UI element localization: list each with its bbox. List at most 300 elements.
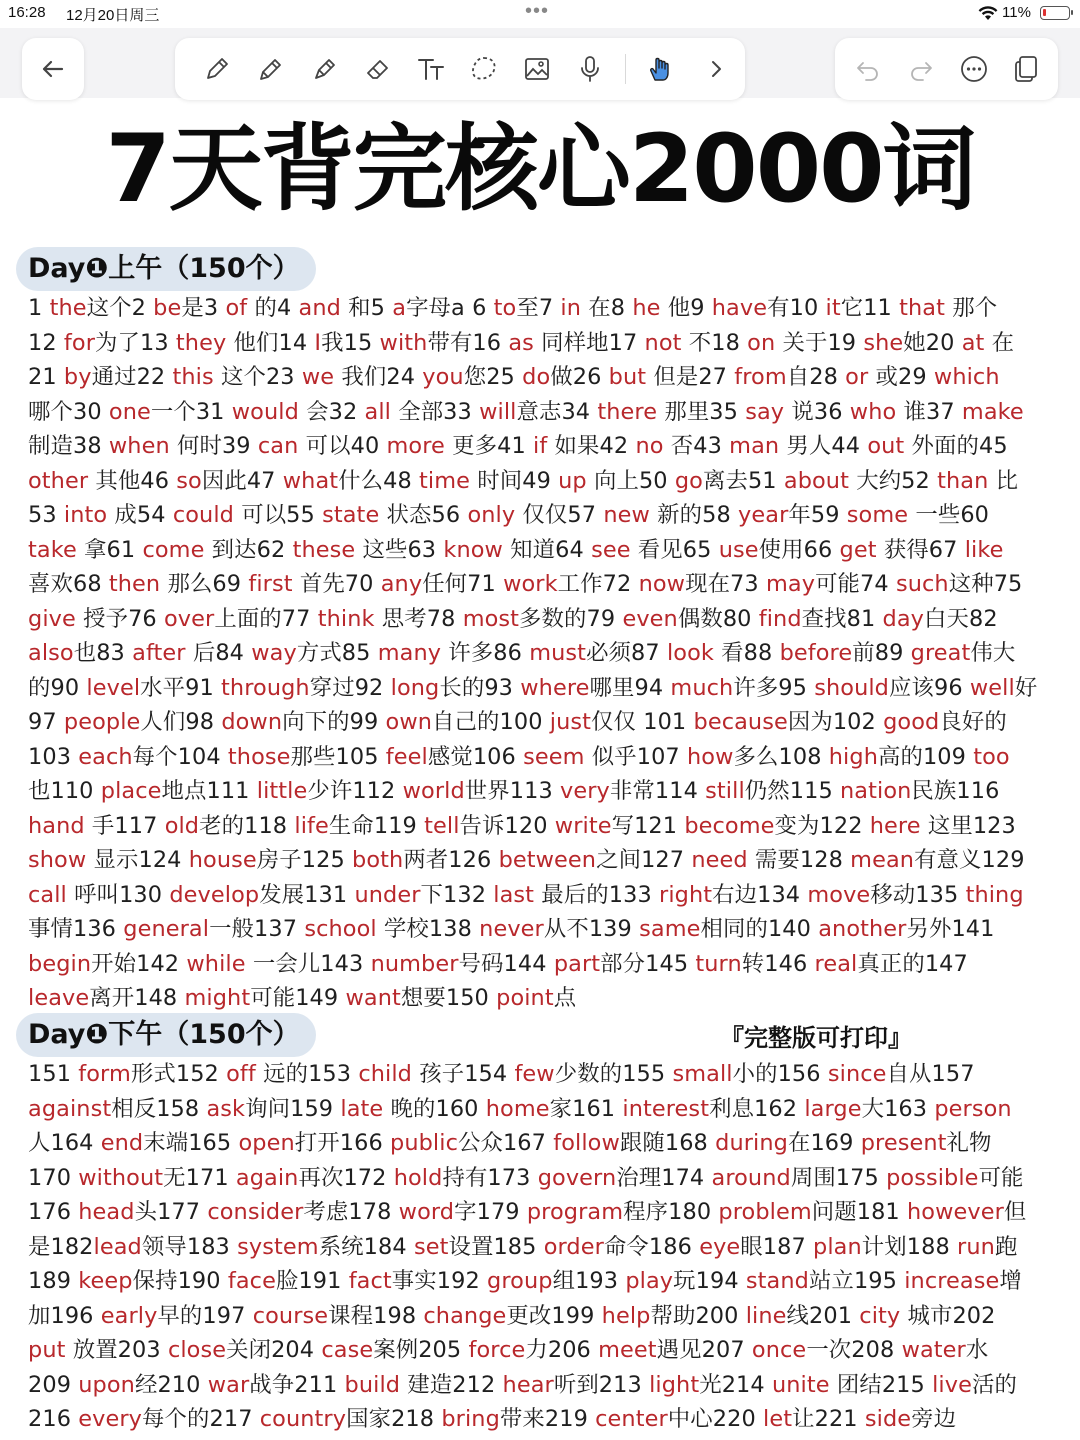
image-icon[interactable] bbox=[518, 50, 556, 88]
number-and-translation: 呼叫130 bbox=[66, 881, 170, 908]
number-and-translation: 利息162 bbox=[709, 1095, 805, 1122]
number-and-translation: 许多86 bbox=[441, 640, 530, 666]
number-and-translation: 好 bbox=[1014, 674, 1038, 701]
number-and-translation: 右边134 bbox=[712, 881, 808, 908]
word-line bbox=[28, 1161, 1064, 1196]
microphone-icon[interactable] bbox=[571, 50, 609, 88]
number-and-translation: 仍然115 bbox=[744, 778, 841, 804]
number-and-translation: 那里35 bbox=[657, 398, 746, 425]
english-word: point bbox=[496, 985, 554, 1011]
number-and-translation: 会32 bbox=[298, 398, 365, 425]
number-and-translation: 获得67 bbox=[876, 536, 965, 563]
number-and-translation: 晚的160 bbox=[383, 1095, 486, 1122]
english-word: interest bbox=[622, 1095, 710, 1122]
number-and-translation: 字179 bbox=[454, 1199, 527, 1225]
number-and-translation: 为了13 bbox=[95, 329, 176, 356]
number-and-translation: 哪里94 bbox=[589, 674, 671, 701]
number-and-translation: 上面的77 bbox=[214, 605, 318, 632]
number-and-translation: 的4 bbox=[247, 295, 299, 321]
number-and-translation: 相同的140 bbox=[700, 916, 819, 942]
number-and-translation: 活的 bbox=[971, 1371, 1017, 1398]
number-and-translation: 通过22 bbox=[91, 364, 173, 390]
number-and-translation: 可能149 bbox=[250, 985, 346, 1011]
english-word: of bbox=[225, 295, 248, 321]
number-and-translation: 之间127 bbox=[596, 847, 692, 873]
number-and-translation: 真正的147 bbox=[857, 950, 968, 977]
english-word: real bbox=[814, 950, 858, 977]
english-word: feel bbox=[385, 743, 428, 770]
number-and-translation: 远的153 bbox=[255, 1061, 359, 1087]
english-word: down bbox=[221, 709, 283, 735]
number-and-translation: 开始142 bbox=[91, 950, 187, 977]
number-and-translation: 有意义129 bbox=[914, 847, 1025, 873]
english-word: close bbox=[167, 1337, 227, 1363]
number-and-translation: 计划188 bbox=[861, 1233, 958, 1260]
english-word: bring bbox=[441, 1406, 500, 1432]
english-word: good bbox=[883, 709, 940, 735]
english-word: people bbox=[63, 709, 141, 735]
number-and-translation: 这个23 bbox=[213, 364, 302, 390]
english-word: problem bbox=[718, 1199, 812, 1225]
number-and-translation: 家161 bbox=[549, 1095, 623, 1122]
english-word: force bbox=[468, 1337, 526, 1363]
english-word: between bbox=[498, 847, 597, 873]
english-word: run bbox=[957, 1233, 995, 1260]
word-line bbox=[28, 1333, 1064, 1368]
number-and-translation: 再次172 bbox=[298, 1164, 394, 1191]
english-word: these bbox=[292, 536, 356, 563]
number-and-translation: 加196 bbox=[28, 1302, 101, 1329]
number-and-translation: 那个 bbox=[945, 295, 998, 321]
number-and-translation: 是3 bbox=[181, 295, 226, 321]
english-word: same bbox=[639, 916, 701, 942]
number-and-translation: 189 bbox=[28, 1268, 79, 1294]
number-and-translation: 两者126 bbox=[403, 847, 499, 873]
english-word: she bbox=[863, 329, 904, 356]
number-and-translation: 仅仅57 bbox=[515, 502, 604, 528]
english-word: give bbox=[28, 605, 76, 632]
english-word: they bbox=[175, 329, 227, 356]
english-word: country bbox=[259, 1406, 347, 1432]
english-word: it bbox=[825, 295, 841, 321]
number-and-translation: 一个31 bbox=[150, 398, 232, 425]
english-word: increase bbox=[904, 1268, 1000, 1294]
english-word: ask bbox=[206, 1095, 246, 1122]
english-word: large bbox=[804, 1095, 862, 1122]
english-word: tell bbox=[424, 812, 460, 839]
english-word: number bbox=[370, 950, 459, 977]
number-and-translation: 任何71 bbox=[422, 571, 504, 597]
back-arrow-icon[interactable] bbox=[34, 50, 72, 88]
number-and-translation: 移动135 bbox=[870, 881, 966, 908]
english-word: keep bbox=[78, 1268, 133, 1294]
english-word: he bbox=[632, 295, 661, 321]
english-word: this bbox=[172, 364, 214, 390]
number-and-translation: 听到213 bbox=[553, 1371, 650, 1398]
word-line bbox=[28, 1126, 1064, 1161]
number-and-translation: 应该96 bbox=[889, 674, 970, 701]
english-word: line bbox=[745, 1302, 787, 1329]
number-and-translation: 站立195 bbox=[808, 1268, 905, 1294]
number-and-translation: 脸191 bbox=[275, 1268, 349, 1294]
number-and-translation: 发展131 bbox=[259, 881, 355, 908]
english-word: however bbox=[907, 1199, 1004, 1225]
word-line bbox=[28, 705, 1064, 740]
english-word: and bbox=[298, 295, 341, 321]
english-word: every bbox=[78, 1406, 143, 1432]
number-and-translation: 案例205 bbox=[373, 1337, 469, 1363]
number-and-translation: 也110 bbox=[28, 778, 101, 804]
number-and-translation: 176 bbox=[28, 1199, 79, 1225]
multitasking-dots-icon[interactable]: ••• bbox=[525, 0, 550, 22]
english-word: on bbox=[747, 329, 776, 356]
english-word: high bbox=[828, 743, 878, 770]
english-word: look bbox=[666, 640, 714, 666]
word-line bbox=[28, 395, 1064, 430]
number-and-translation: 否43 bbox=[663, 433, 730, 459]
english-word: all bbox=[364, 398, 391, 425]
english-word: want bbox=[345, 985, 401, 1011]
number-and-translation: 偶数80 bbox=[677, 605, 759, 632]
number-and-translation: 她20 bbox=[903, 329, 962, 356]
word-list-day1-morning bbox=[28, 291, 1064, 1016]
number-and-translation: 带来219 bbox=[499, 1406, 596, 1432]
english-word: write bbox=[554, 812, 612, 839]
number-and-translation: 建造212 bbox=[400, 1371, 503, 1398]
english-word: fact bbox=[348, 1268, 392, 1294]
english-word: we bbox=[301, 364, 335, 390]
number-and-translation: 可能 bbox=[978, 1164, 1024, 1191]
english-word: see bbox=[591, 536, 631, 563]
word-line bbox=[28, 740, 1064, 775]
lasso-icon[interactable] bbox=[465, 50, 503, 88]
english-word: well bbox=[969, 674, 1015, 701]
english-word: again bbox=[235, 1164, 299, 1191]
number-and-translation: 一次208 bbox=[806, 1337, 902, 1363]
number-and-translation: 现在73 bbox=[685, 571, 766, 597]
english-word: like bbox=[964, 536, 1004, 563]
redo-icon[interactable] bbox=[902, 50, 940, 88]
battery-icon bbox=[1040, 6, 1070, 20]
english-word: around bbox=[711, 1164, 791, 1191]
number-and-translation: 男人44 bbox=[779, 433, 868, 459]
english-word: not bbox=[644, 329, 682, 356]
number-and-translation: 问题181 bbox=[811, 1199, 907, 1225]
number-and-translation: 一会儿143 bbox=[245, 950, 371, 977]
english-word: part bbox=[553, 950, 601, 977]
number-and-translation: 国家218 bbox=[346, 1406, 442, 1432]
english-word: program bbox=[526, 1199, 624, 1225]
number-and-translation: 哪个30 bbox=[28, 398, 109, 425]
english-word: will bbox=[479, 398, 517, 425]
number-and-translation: 生命119 bbox=[328, 812, 425, 839]
word-line bbox=[28, 360, 1064, 395]
english-word: say bbox=[745, 398, 785, 425]
number-and-translation: 向上50 bbox=[586, 467, 675, 494]
number-and-translation: 年59 bbox=[788, 502, 847, 528]
word-line bbox=[28, 567, 1064, 602]
english-word: year bbox=[738, 502, 789, 528]
pen-icon[interactable] bbox=[198, 50, 236, 88]
number-and-translation: 带有16 bbox=[427, 329, 509, 356]
number-and-translation: 有10 bbox=[767, 295, 826, 321]
english-word: case bbox=[321, 1337, 374, 1363]
number-and-translation: 170 bbox=[28, 1164, 79, 1191]
number-and-translation: 他9 bbox=[660, 295, 712, 321]
eraser-icon[interactable] bbox=[359, 50, 397, 88]
number-and-translation: 状态56 bbox=[379, 502, 468, 528]
english-word: out bbox=[867, 433, 905, 459]
english-word: public bbox=[390, 1130, 458, 1156]
english-word: set bbox=[413, 1233, 449, 1260]
english-word: light bbox=[649, 1371, 700, 1398]
english-word: govern bbox=[537, 1164, 617, 1191]
number-and-translation: 更多41 bbox=[444, 433, 534, 459]
english-word: such bbox=[895, 571, 949, 597]
number-and-translation: 21 bbox=[28, 364, 64, 390]
english-word: any bbox=[380, 571, 423, 597]
number-and-translation: 从不139 bbox=[543, 916, 640, 942]
number-and-translation: 多么108 bbox=[733, 743, 829, 770]
number-and-translation: 在 bbox=[984, 329, 1015, 356]
number-and-translation: 学校138 bbox=[376, 916, 480, 942]
number-and-translation: 查找81 bbox=[801, 605, 883, 632]
english-word: too bbox=[973, 743, 1010, 770]
number-and-translation: 相反158 bbox=[111, 1095, 207, 1122]
english-word: center bbox=[595, 1406, 668, 1432]
english-word: should bbox=[814, 674, 889, 701]
number-and-translation: 或29 bbox=[868, 364, 934, 390]
english-word: time bbox=[419, 467, 471, 494]
english-word: only bbox=[467, 502, 516, 528]
english-word: water bbox=[901, 1337, 966, 1363]
number-and-translation: 早的197 bbox=[157, 1302, 253, 1329]
english-word: the bbox=[49, 295, 87, 321]
chevron-right-icon[interactable] bbox=[697, 50, 735, 88]
english-word: other bbox=[28, 467, 89, 494]
english-word: call bbox=[28, 881, 67, 908]
number-and-translation: 白天82 bbox=[924, 605, 998, 632]
english-word: leave bbox=[28, 985, 90, 1011]
english-word: form bbox=[78, 1061, 131, 1087]
english-word: by bbox=[63, 364, 92, 390]
english-word: lead bbox=[93, 1233, 142, 1260]
number-and-translation: 持有173 bbox=[442, 1164, 538, 1191]
english-word: take bbox=[28, 536, 77, 563]
number-and-translation: 这些63 bbox=[355, 536, 444, 563]
english-word: word bbox=[398, 1199, 455, 1225]
more-icon[interactable] bbox=[955, 50, 993, 88]
number-and-translation: 它11 bbox=[840, 295, 900, 321]
english-word: because bbox=[693, 709, 788, 735]
number-and-translation: 不18 bbox=[681, 329, 748, 356]
english-word: meet bbox=[598, 1337, 657, 1363]
number-and-translation: 最后的133 bbox=[534, 881, 660, 908]
number-and-translation: 外面的45 bbox=[904, 433, 1008, 459]
number-and-translation: 部分145 bbox=[600, 950, 696, 977]
number-and-translation: 战争211 bbox=[249, 1371, 345, 1398]
undo-icon[interactable] bbox=[849, 50, 887, 88]
number-and-translation: 209 bbox=[28, 1371, 79, 1398]
english-word: another bbox=[818, 916, 907, 942]
number-and-translation: 命令186 bbox=[603, 1233, 700, 1260]
english-word: even bbox=[622, 605, 678, 632]
number-and-translation: 光214 bbox=[699, 1371, 772, 1398]
number-and-translation: 号码144 bbox=[458, 950, 554, 977]
english-word: school bbox=[304, 916, 377, 942]
pages-icon[interactable] bbox=[1007, 50, 1045, 88]
number-and-translation: 其他46 bbox=[88, 467, 177, 494]
number-and-translation: 城市202 bbox=[900, 1302, 996, 1329]
english-word: make bbox=[961, 398, 1024, 425]
number-and-translation: 考虑178 bbox=[303, 1199, 399, 1225]
english-word: much bbox=[670, 674, 734, 701]
english-word: early bbox=[100, 1302, 158, 1329]
word-line bbox=[28, 498, 1064, 533]
number-and-translation: 这种75 bbox=[948, 571, 1023, 597]
number-and-translation: 他们14 bbox=[226, 329, 315, 356]
number-and-translation: 离去51 bbox=[702, 467, 784, 494]
wifi-icon bbox=[978, 5, 998, 21]
english-word: side bbox=[864, 1406, 912, 1432]
number-and-translation: 53 bbox=[28, 502, 64, 528]
english-word: own bbox=[385, 709, 433, 735]
english-word: level bbox=[86, 674, 141, 701]
back-group bbox=[22, 38, 84, 100]
english-word: eye bbox=[699, 1233, 741, 1260]
number-and-translation: 说36 bbox=[784, 398, 850, 425]
english-word: mean bbox=[850, 847, 915, 873]
word-line bbox=[28, 878, 1064, 913]
english-word: after bbox=[132, 640, 186, 666]
highlighter-icon[interactable] bbox=[306, 50, 344, 88]
text-tool-icon[interactable] bbox=[412, 50, 450, 88]
number-and-translation: 想要150 bbox=[400, 985, 497, 1011]
number-and-translation: 老的118 bbox=[199, 812, 295, 839]
number-and-translation: 周围175 bbox=[790, 1164, 887, 1191]
english-word: how bbox=[687, 743, 734, 770]
number-and-translation: 做26 bbox=[550, 364, 609, 390]
number-and-translation: 末端165 bbox=[143, 1130, 239, 1156]
english-word: as bbox=[508, 329, 534, 356]
english-word: hand bbox=[28, 812, 85, 839]
number-and-translation: 制造38 bbox=[28, 433, 109, 459]
english-word: house bbox=[188, 847, 257, 873]
number-and-translation: 非常114 bbox=[609, 778, 706, 804]
number-and-translation: 课程198 bbox=[328, 1302, 424, 1329]
number-and-translation: 的90 bbox=[28, 674, 87, 701]
english-word: unite bbox=[771, 1371, 830, 1398]
number-and-translation: 跟随168 bbox=[619, 1130, 716, 1156]
word-line bbox=[28, 1368, 1064, 1403]
number-and-translation: 到达62 bbox=[204, 536, 293, 563]
english-word: order bbox=[543, 1233, 604, 1260]
english-word: that bbox=[899, 295, 945, 321]
english-word: small bbox=[672, 1061, 733, 1087]
number-and-translation: 房子125 bbox=[256, 847, 353, 873]
number-and-translation: 头177 bbox=[134, 1199, 208, 1225]
english-word: which bbox=[933, 364, 1000, 390]
english-word: new bbox=[603, 502, 650, 528]
english-word: be bbox=[153, 295, 182, 321]
english-word: more bbox=[386, 433, 445, 459]
battery-percent: 11% bbox=[1002, 4, 1031, 21]
number-and-translation: 让221 bbox=[792, 1406, 865, 1432]
number-and-translation: 每个104 bbox=[132, 743, 228, 770]
number-and-translation: 程序180 bbox=[623, 1199, 719, 1225]
english-word: nation bbox=[840, 778, 912, 804]
english-word: hold bbox=[393, 1164, 443, 1191]
english-word: begin bbox=[28, 950, 92, 977]
number-and-translation: 至7 bbox=[516, 295, 561, 321]
english-word: when bbox=[108, 433, 170, 459]
english-word: group bbox=[487, 1268, 553, 1294]
toolbar-separator bbox=[625, 54, 626, 84]
number-and-translation: 地点111 bbox=[161, 778, 257, 804]
number-and-translation: 下132 bbox=[420, 881, 494, 908]
english-word: most bbox=[462, 605, 520, 632]
pencil-icon[interactable] bbox=[252, 50, 290, 88]
english-word: place bbox=[100, 778, 162, 804]
english-word: then bbox=[108, 571, 161, 597]
english-word: in bbox=[560, 295, 582, 321]
number-and-translation: 可以40 bbox=[298, 433, 387, 459]
english-word: some bbox=[846, 502, 909, 528]
number-and-translation: 您25 bbox=[463, 364, 523, 390]
number-and-translation: 在169 bbox=[787, 1130, 861, 1156]
number-and-translation: 仅仅 101 bbox=[591, 709, 694, 735]
english-word: what bbox=[282, 467, 339, 494]
english-word: need bbox=[691, 847, 748, 873]
english-word: many bbox=[377, 640, 442, 666]
number-and-translation: 事实192 bbox=[391, 1268, 488, 1294]
number-and-translation: 1 bbox=[28, 295, 50, 321]
number-and-translation: 组193 bbox=[552, 1268, 626, 1294]
english-word: those bbox=[227, 743, 291, 770]
number-and-translation: 玩194 bbox=[673, 1268, 746, 1294]
english-word: each bbox=[78, 743, 133, 770]
number-and-translation: 良好的 bbox=[939, 709, 1007, 735]
english-word: over bbox=[163, 605, 215, 632]
number-and-translation: 我们24 bbox=[334, 364, 423, 390]
english-word: for bbox=[63, 329, 96, 356]
word-line bbox=[28, 774, 1064, 809]
hand-touch-icon[interactable] bbox=[641, 50, 679, 88]
english-word: right bbox=[659, 881, 713, 908]
english-word: help bbox=[601, 1302, 651, 1329]
number-and-translation: 跑 bbox=[994, 1233, 1018, 1260]
english-word: do bbox=[522, 364, 551, 390]
word-line bbox=[28, 291, 1064, 326]
number-and-translation: 人164 bbox=[28, 1130, 101, 1156]
number-and-translation: 另外141 bbox=[906, 916, 995, 942]
status-time: 16:28 bbox=[8, 4, 46, 21]
number-and-translation: 12 bbox=[28, 329, 64, 356]
english-word: still bbox=[705, 778, 745, 804]
english-word: become bbox=[684, 812, 775, 839]
english-word: home bbox=[485, 1095, 550, 1122]
english-word: to bbox=[493, 295, 517, 321]
english-word: about bbox=[783, 467, 849, 494]
number-and-translation: 首先70 bbox=[292, 571, 381, 597]
english-word: move bbox=[807, 881, 871, 908]
section-label-day1-afternoon: Day❶下午（150个） bbox=[16, 1013, 316, 1057]
word-list-day1-afternoon bbox=[28, 1057, 1064, 1437]
number-and-translation: 小的156 bbox=[732, 1061, 828, 1087]
english-word: way bbox=[251, 640, 297, 666]
number-and-translation: 成54 bbox=[107, 502, 173, 528]
number-and-translation: 那么69 bbox=[160, 571, 249, 597]
